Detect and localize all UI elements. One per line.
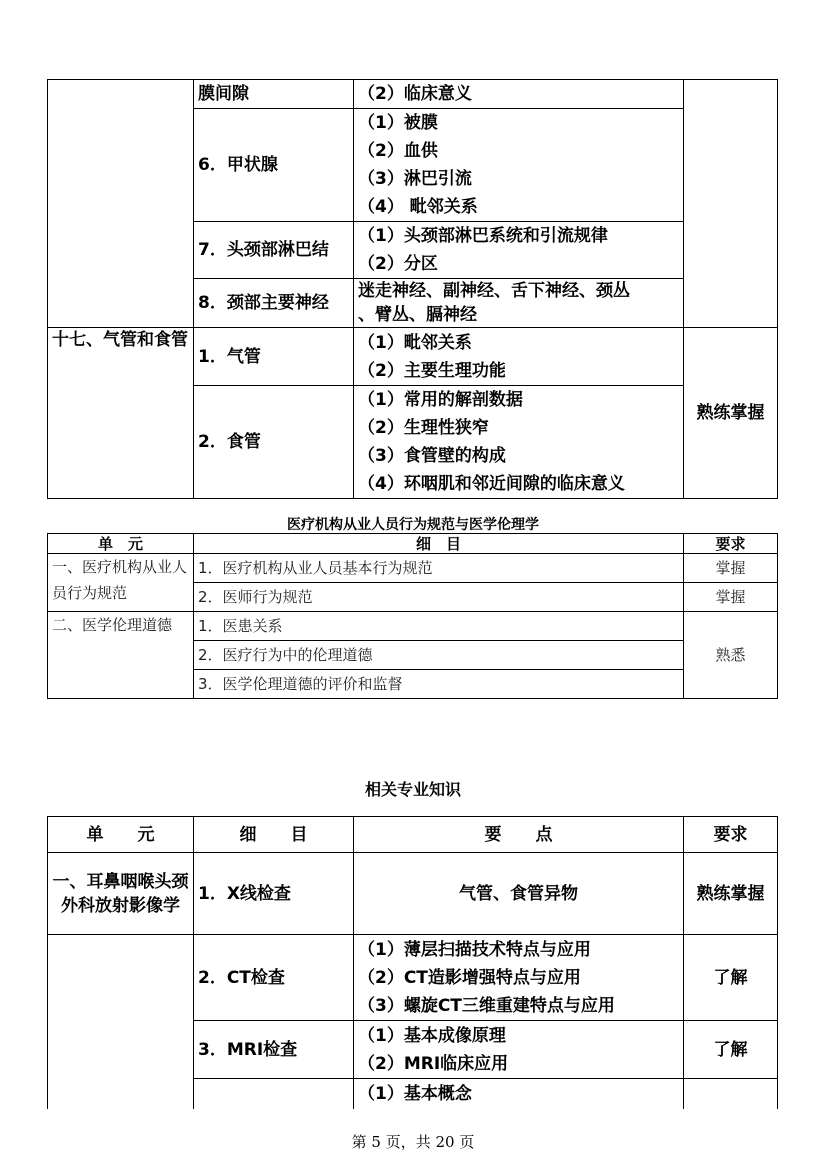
points-cell: （1）薄层扫描技术特点与应用 （2）CT造影增强特点与应用 （3）螺旋CT三维重建特点与应用: [354, 935, 684, 1021]
item-cell: 2．医师行为规范: [194, 583, 684, 612]
header-points: 要 点: [354, 817, 684, 853]
points-cell: （1）基本成像原理 （2）MRI临床应用: [354, 1021, 684, 1079]
unit-cell: 二、医学伦理道德: [48, 612, 194, 699]
header-req: 要求: [684, 817, 778, 853]
req-cell: 掌握: [684, 554, 778, 583]
points-cell: （1）毗邻关系 （2）主要生理功能: [354, 328, 684, 386]
header-req: 要求: [684, 534, 778, 554]
unit-cell: 一、耳鼻咽喉头颈外科放射影像学: [48, 853, 194, 935]
unit-cell: [48, 80, 194, 328]
table-header: [48, 817, 778, 853]
points-cell: （1）基本概念: [354, 1079, 684, 1109]
page-footer: 第 5 页，共 20 页: [351, 1133, 475, 1151]
req-cell: [684, 1079, 778, 1109]
subitem-cell: 2．食管: [194, 386, 354, 499]
req-cell: 掌握: [684, 583, 778, 612]
table-row: [48, 328, 778, 386]
points-cell: （1）常用的解剖数据 （2）生理性狭窄 （3）食管壁的构成 （4）环咽肌和邻近间隙的临床意义: [354, 386, 684, 499]
subitem-cell: 8．颈部主要神经: [194, 279, 354, 328]
subitem-cell: 膜间隙: [194, 80, 354, 109]
points-cell: （1）被膜 （2）血供 （3）淋巴引流 （4） 毗邻关系: [354, 109, 684, 222]
header-unit: 单 元: [48, 534, 194, 554]
section-title: 相关专业知识: [364, 780, 461, 799]
unit-cell: 十七、气管和食管: [48, 328, 194, 499]
item-cell: 1．医疗机构从业人员基本行为规范: [194, 554, 684, 583]
unit-cell: 一、医疗机构从业人员行为规范: [48, 554, 194, 612]
table-row: [48, 80, 778, 109]
subitem-cell: 6．甲状腺: [194, 109, 354, 222]
header-unit: 单 元: [48, 817, 194, 853]
table-row: [48, 554, 778, 583]
unit-cell: [48, 935, 194, 1109]
item-cell: 3．医学伦理道德的评价和监督: [194, 670, 684, 699]
section-title: 医疗机构从业人员行为规范与医学伦理学: [287, 517, 539, 533]
table-header: [48, 534, 778, 554]
subitem-cell: 1．X线检查: [194, 853, 354, 935]
requirement-cell: 熟练掌握: [684, 328, 778, 499]
points-cell: 气管、食管异物: [354, 853, 684, 935]
subitem-cell: 7．头颈部淋巴结: [194, 222, 354, 279]
anatomy-table: [47, 79, 778, 499]
table-row: [48, 935, 778, 1021]
req-cell: 了解: [684, 1021, 778, 1079]
table-row: [48, 853, 778, 935]
subitem-cell: [194, 1079, 354, 1109]
header-item: 细 目: [194, 817, 354, 853]
points-cell: （2）临床意义: [354, 80, 684, 109]
points-cell: 迷走神经、副神经、舌下神经、颈丛 、臂丛、膈神经: [354, 279, 684, 328]
item-cell: 1．医患关系: [194, 612, 684, 641]
subitem-cell: 1．气管: [194, 328, 354, 386]
subitem-cell: 3．MRI检查: [194, 1021, 354, 1079]
radiology-table: [47, 816, 778, 1109]
requirement-cell: [684, 80, 778, 328]
subitem-cell: 2．CT检查: [194, 935, 354, 1021]
points-cell: （1）头颈部淋巴系统和引流规律 （2）分区: [354, 222, 684, 279]
ethics-table: [47, 533, 778, 699]
req-cell: 熟悉: [684, 612, 778, 699]
req-cell: 熟练掌握: [684, 853, 778, 935]
req-cell: 了解: [684, 935, 778, 1021]
table-row: [48, 612, 778, 641]
item-cell: 2．医疗行为中的伦理道德: [194, 641, 684, 670]
header-item: 细 目: [194, 534, 684, 554]
